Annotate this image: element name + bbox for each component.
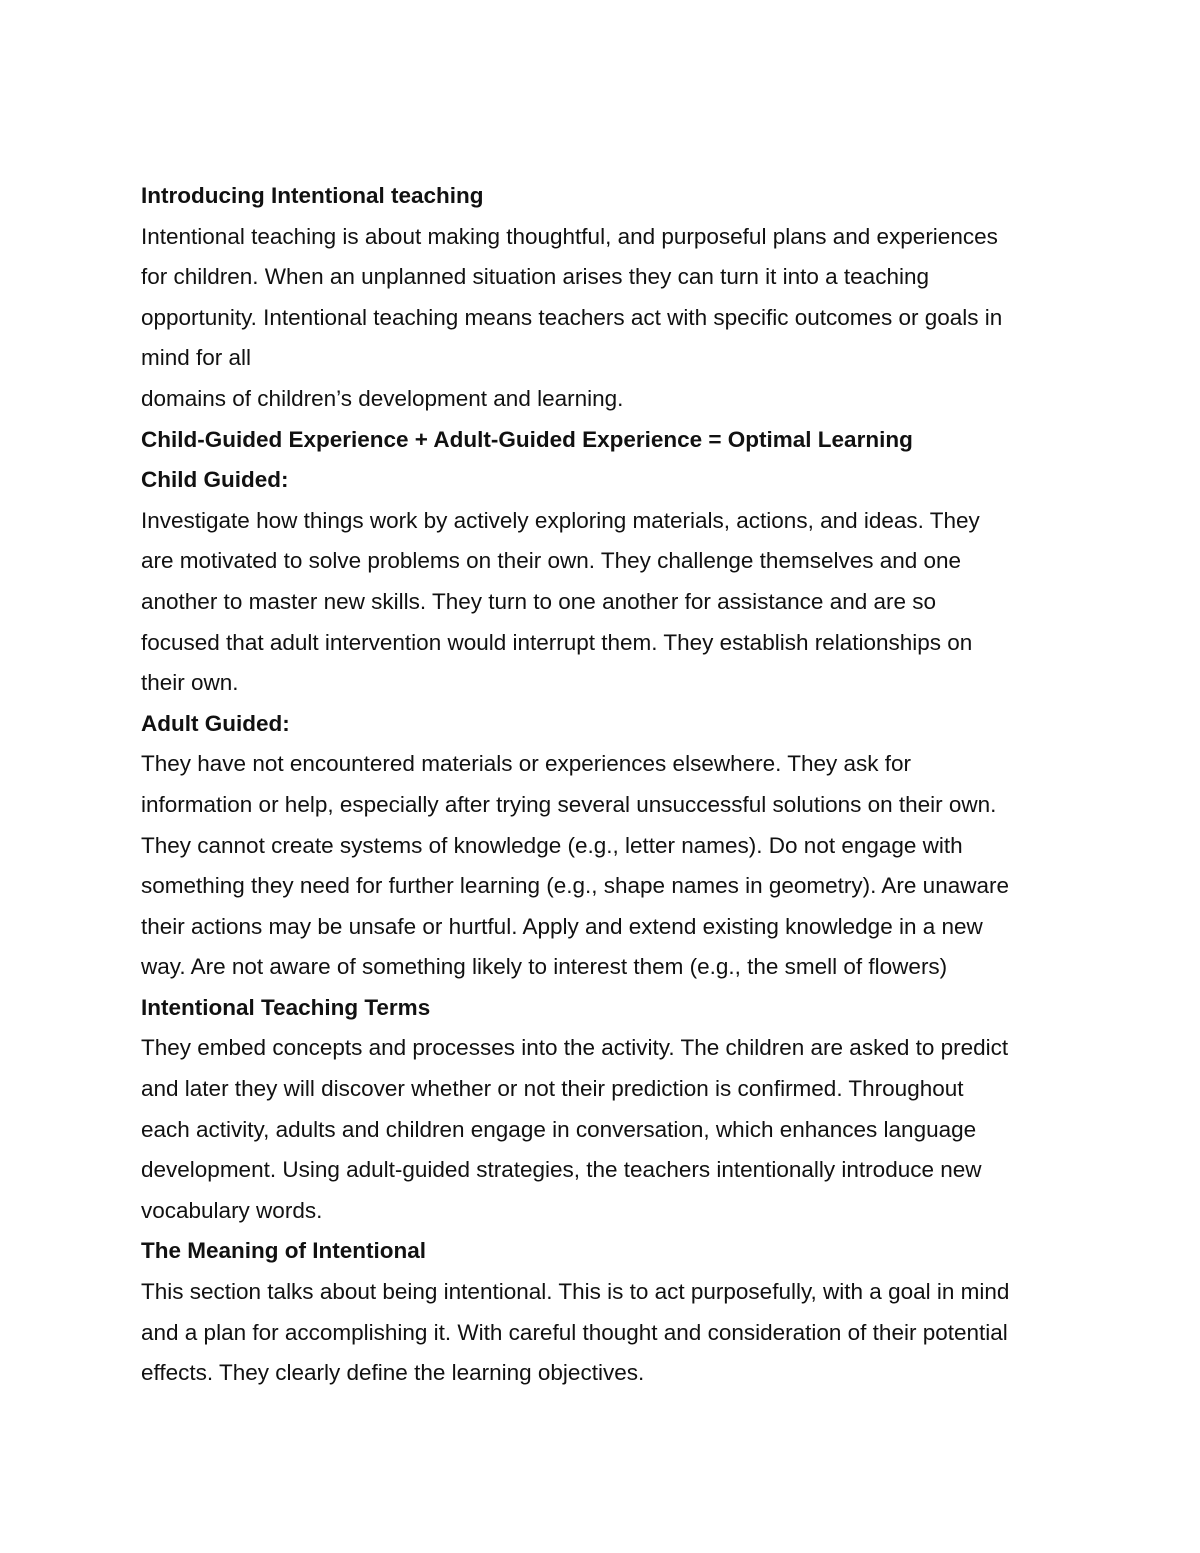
- paragraph-line: their own.: [141, 670, 239, 696]
- paragraph-line: their actions may be unsafe or hurtful. Apply and extend existing knowledge in a new: [141, 913, 983, 939]
- heading-introducing-intentional-teaching: Introducing Intentional teaching: [141, 183, 484, 208]
- heading-child-guided: Child Guided:: [141, 467, 289, 493]
- paragraph-line: effects. They clearly define the learning objectives.: [141, 1360, 645, 1386]
- paragraph-line: Investigate how things work by actively exploring materials, actions, and ideas. They: [141, 507, 980, 533]
- paragraph-line: are motivated to solve problems on their own. They challenge themselves and one: [141, 548, 962, 574]
- paragraph-line: opportunity. Intentional teaching means teachers act with specific outcomes or goals in: [141, 304, 1003, 330]
- paragraph-line: They embed concepts and processes into the activity. The children are asked to predict: [141, 1035, 1009, 1061]
- heading-intentional-teaching-terms: Intentional Teaching Terms: [141, 994, 431, 1020]
- paragraph-line: information or help, especially after trying several unsuccessful solutions on their own.: [141, 791, 997, 817]
- paragraph-line: They cannot create systems of knowledge (e.g., letter names). Do not engage with: [141, 832, 963, 858]
- paragraph-line: way. Are not aware of something likely to interest them (e.g., the smell of flowers): [141, 954, 948, 980]
- paragraph-line: for children. When an unplanned situation arises they can turn it into a teaching: [141, 264, 929, 290]
- heading-meaning-of-intentional: The Meaning of Intentional: [141, 1238, 426, 1264]
- paragraph-line: focused that adult intervention would interrupt them. They establish relationships on: [141, 629, 973, 655]
- paragraph-line: another to master new skills. They turn to one another for assistance and are so: [141, 588, 937, 614]
- paragraph-line: and later they will discover whether or not their prediction is confirmed. Throughout: [141, 1076, 964, 1102]
- paragraph-line: each activity, adults and children engage in conversation, which enhances language: [141, 1116, 977, 1142]
- paragraph-line: Intentional teaching is about making thoughtful, and purposeful plans and experiences: [141, 223, 998, 249]
- paragraph-line: mind for all: [141, 345, 252, 371]
- paragraph-line: They have not encountered materials or experiences elsewhere. They ask for: [141, 751, 911, 777]
- heading-optimal-learning-equation: Child-Guided Experience + Adult-Guided Experience = Optimal Learning: [141, 426, 913, 452]
- document-body: [141, 176, 1071, 1394]
- paragraph-line: This section talks about being intentional. This is to act purposefully, with a goal in mind: [141, 1279, 1010, 1305]
- heading-adult-guided: Adult Guided:: [141, 710, 290, 736]
- paragraph-line: domains of children’s development and learning.: [141, 385, 624, 411]
- paragraph-line: and a plan for accomplishing it. With careful thought and consideration of their potential: [141, 1319, 1008, 1345]
- paragraph-line: something they need for further learning (e.g., shape names in geometry). Are unaware: [141, 873, 1009, 899]
- paragraph-line: development. Using adult-guided strategies, the teachers intentionally introduce new: [141, 1157, 982, 1183]
- paragraph-line: vocabulary words.: [141, 1197, 323, 1223]
